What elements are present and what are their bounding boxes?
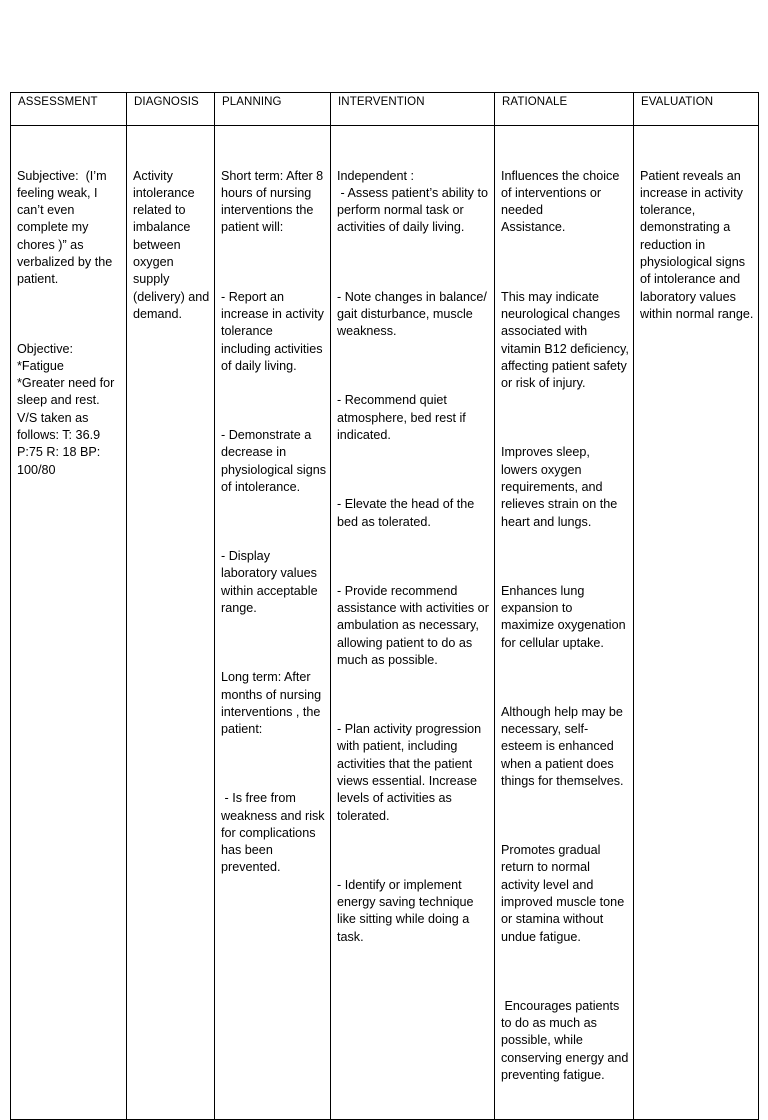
- intervention-item: - Elevate the head of the bed as tolerated.: [337, 497, 478, 529]
- intervention-item: Independent : - Assess patient’s ability to perform normal task or activities of daily living.: [337, 168, 488, 235]
- planning-goal: - Demonstrate a decrease in physiological signs of intolerance.: [221, 428, 330, 494]
- rationale-item: Promotes gradual return to normal activity level and improved muscle tone or stamina without undue fatigue.: [501, 843, 628, 944]
- header-assessment: ASSESSMENT: [11, 93, 127, 126]
- planning-cell: [215, 126, 331, 1120]
- planning-goal: - Display laboratory values within acceptable range.: [221, 549, 322, 616]
- diagnosis-text: Activity intolerance related to imbalance between oxygen supply (delivery) and demand.: [133, 168, 213, 321]
- rationale-item: Encourages patients to do as much as possible, while conserving energy and preventing fatigue.: [501, 998, 632, 1083]
- rationale-item: Enhances lung expansion to maximize oxygenation for cellular uptake.: [501, 583, 630, 650]
- rationale-item: Although help may be necessary, self-esteem is enhanced when a patient does things for themselves.: [501, 704, 627, 788]
- planning-goal: - Is free from weakness and risk for complications has been prevented.: [221, 791, 329, 875]
- header-planning: PLANNING: [215, 93, 331, 126]
- assessment-objective: Objective: *Fatigue *Greater need for sleep and rest. V/S taken as follows: T: 36.9 P:75 R: 18 BP: 100/80: [17, 341, 115, 477]
- planning-short-term: Short term: After 8 hours of nursing interventions the patient will:: [221, 168, 327, 235]
- intervention-item: - Note changes in balance/ gait disturbance, muscle weakness.: [337, 289, 491, 339]
- evaluation-text: Patient reveals an increase in activity tolerance, demonstrating a reduction in physiological signs of intolerance and laboratory values within normal range.: [640, 168, 754, 321]
- intervention-cell: [331, 126, 495, 1120]
- intervention-item: - Provide recommend assistance with activities or ambulation as necessary, allowing patient to do as much as possible.: [337, 583, 493, 667]
- header-evaluation: EVALUATION: [634, 93, 759, 126]
- rationale-cell: [495, 126, 634, 1120]
- rationale-item: Influences the choice of interventions or needed Assistance.: [501, 168, 620, 235]
- assessment-cell: [11, 126, 127, 1120]
- diagnosis-cell: [127, 126, 215, 1120]
- intervention-item: - Plan activity progression with patient, including activities that the patient views essential. Increase levels of activities as tolerated.: [337, 722, 485, 823]
- planning-long-term: Long term: After months of nursing interventions , the patient:: [221, 670, 325, 737]
- planning-goal: - Report an increase in activity tolerance including activities of daily living.: [221, 289, 328, 373]
- rationale-item: Improves sleep, lowers oxygen requirements, and relieves strain on the heart and lungs.: [501, 445, 621, 529]
- table-header-row: [11, 93, 759, 126]
- evaluation-cell: [634, 126, 759, 1120]
- rationale-item: This may indicate neurological changes associated with vitamin B12 deficiency, affecting patient safety or risk of injury.: [501, 289, 633, 391]
- nursing-care-plan-table: [10, 92, 759, 1120]
- header-rationale: RATIONALE: [495, 93, 634, 126]
- header-intervention: INTERVENTION: [331, 93, 495, 126]
- table-row: [11, 126, 759, 1120]
- intervention-item: - Recommend quiet atmosphere, bed rest if indicated.: [337, 393, 470, 443]
- intervention-item: - Identify or implement energy saving technique like sitting while doing a task.: [337, 877, 478, 944]
- assessment-subjective: Subjective: (I’m feeling weak, I can’t even complete my chores )” as verbalized by the patient.: [17, 168, 116, 287]
- header-diagnosis: DIAGNOSIS: [127, 93, 215, 126]
